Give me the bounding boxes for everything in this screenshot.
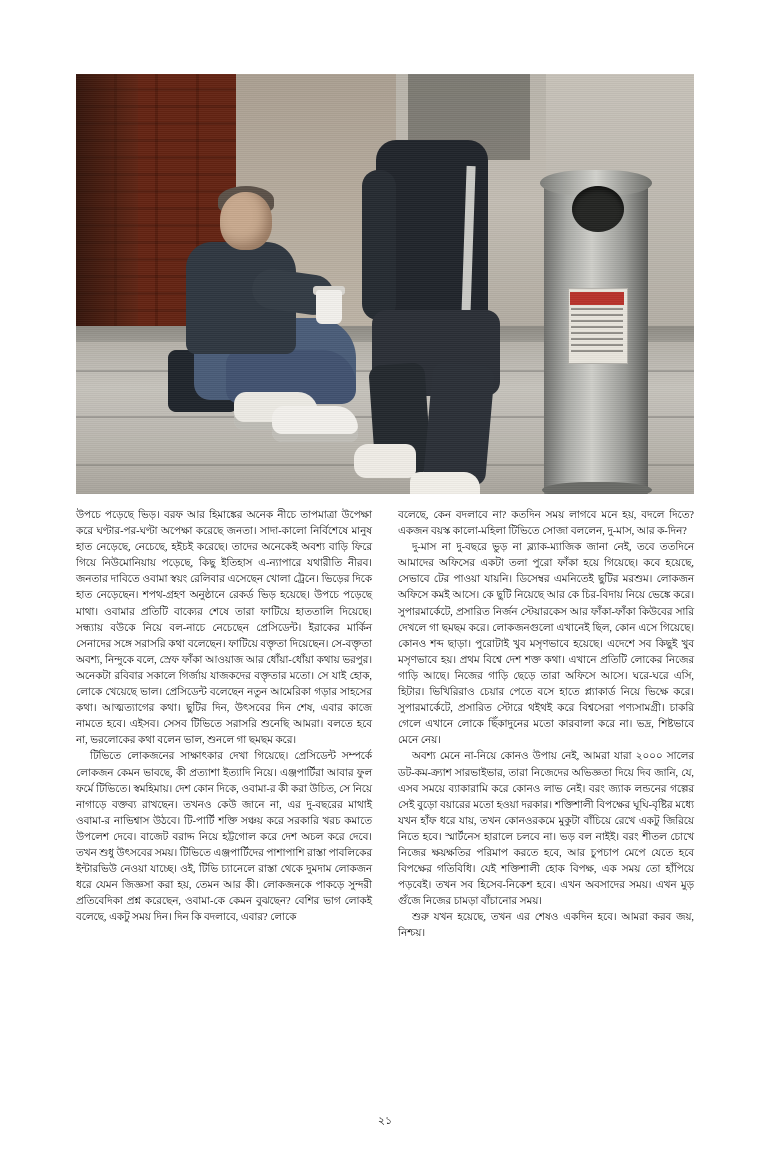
seated-man-shoe-right — [272, 406, 358, 442]
text-column-left — [76, 508, 372, 1108]
walking-man-shoe-right — [410, 472, 480, 494]
bin-poster-text-lines — [571, 308, 623, 356]
bin-poster-headline — [570, 292, 624, 305]
paragraph: অবশ্য মেনে না-নিয়ে কোনও উপায় নেই, আমরা যারা ২০০০ সালের ডট-কম-ক্র্যাশ সারভাইভার, তারা নিজেদের অভিজ্ঞতা দিয়ে দিব জানি, যে, এসব সময়ে ব্যাকারামি করে কোনও লাভ নেই। বরং জ্যাক লন্ডনের গল্পের সেই বুড়ো বয়ারের মতো হওয়া দরকার। শক্তিশালী বিপক্ষের ঘূঘি-বৃষ্টির মধ্যে যখন হাঁফ ধরে যায়, তখন কোনওরকমে মুকুটা বাঁচিয়ে রেখে একটু জিরিয়ে নিতে হবে। স্মার্টনেস হারালে চলবে না। ভড় বল নাইই। বরং শীতল চোখে নিজের ক্ষয়ক্ষতির পরিমাপ করতে হবে, আর চুপচাপ মেপে যেতে হবে বিপক্ষের গতিবিধি। যেই শক্তিশালী হোক বিপক্ষ, এক সময় তো হাঁপিয়ে পড়বেই। তখন সব হিসেব-নিকেশ হবে। এখন অবসাদের সময়। এখন মুড় গুঁজে নিজের চামড়া বাঁচানোর সময়। — [398, 751, 694, 908]
paragraph: টিভিতে লোকজনের সাক্ষাৎকার দেখা গিয়েছে। প্রেসিডেন্ট সম্পর্কে লোকজন কেমন ভাবছে, কী প্রত্যাশা ইত্যাদি নিয়ে। এঞ্জপার্টিরা আবার ফুল ফর্মে টিভিতে। স্বমহিমায়। দেশ কোন দিকে, ওবামা-র কী করা উচিত, সে নিয়ে নাগাড়ে বক্তব্য রাখছেন। তখনও কেউ জানে না, এর দু-বছরের মাথাই ওবামা-র নাভিশ্বাস উঠবে। টি-পার্টি শক্তি সঞ্চয় করে সরকারি খরচ কমাতে উপলেশ দেবে। বাজেট বরাদ্দ নিয়ে হট্টগোল করে দেশ অচল করে দেবে। তখন শুধু উৎসবের সময়। টিভিতে এঞ্জপার্টিদের পাশাপাশি রাস্তা পাবলিকের ইন্টারভিউ নেওয়া যাচ্ছে। ওই, টিভি চ্যানেলে রাস্তা থেকে দুমদাম লোকজন ধরে যেমন জিজ্ঞসা করা হয়, তেমন আর কী। লোকজনকে পাকড়ে সুন্দরী প্রতিবেদিকা প্রশ্ন করেছেন, ওবামা-কে কেমন বুঝছেন? বেশির ভাগ লোকই বলেছে, একটু সময় দিন। দিন কি বদলাবে, এবার? লোকে — [76, 751, 372, 924]
walking-man-arm — [362, 170, 396, 320]
paragraph: উপচে পড়েছে ভিড়। বরফ আর হিমাঙ্কের অনেক নীচে তাপমাত্রা উপেক্ষা করে ঘণ্টার-পর-ঘণ্টা অপেক্ষা করেছে জনতা। সাদা-কালো নির্বিশেষে মানুষ হাত নেড়েছে, নেচেছে, হইচই করেছে। তাদের অনেকেই অবশ্য বাড়ি ফিরে গিয়ে নিউমোনিয়ায় পড়েছে, কিছু ইতিহাস এ-ন্যাপারে যথারীতি নীরব। জনতার দাবিতে ওবামা স্বয়ং রেলিবার এসেছেন খোলা ট্রেনে। ভিড়ের দিকে হাত নেড়েছেন। শপথ-গ্রহণ অনুষ্ঠানে রেকর্ড ভিড় হয়েছে। উপচে পড়েছে মাথা। ওবামার প্রতিটি বাক্যের শেষে তারা ফাটিয়ে হাততালি দিয়েছে। সন্ধ্যায় বউকে নিয়ে বল-নাচে নেচেছেন প্রেসিডেন্ট। ইরাকের মার্কিন সেনাদের সঙ্গে সরাসরি কথা বলেছেন। ফাটিয়ে বক্তৃতা দিয়েছেন। সে-বক্তৃতা অবশ্য, নিন্দুকে বলে, স্রেফ ফাঁকা আওয়াজ আর ধোঁয়া-ধোঁয়া কথায় ভরপুর। অনেকটা রবিবার সকালে গির্জায় যাজকদের বক্তৃতার মতো। সে যাই হোক, লোকে খেয়েছে ভাল। প্রেসিডেন্ট বলেছেন নতুন আমেরিকা গড়ার সাহসের কথা। আত্মত্যাগের কথা। ছুটির দিন, উৎসবের দিন শেষ, এবার কাজে নামতে হবে। এইসব। সেসব টিভিতে সরাসরি শুনেছি আমরা। বলতে হবে না, ভরলোকের কথা বলেন ভাল, শুনলে গা ছমছম করে। — [76, 510, 372, 747]
page-number: ২১ — [377, 1115, 393, 1127]
text-column-right — [398, 508, 694, 1108]
paragraph: বলেছে, কেন বদলাবে না? কতদিন সময় লাগবে মনে হয়, বদলে দিতে? একজন বয়স্ক কালো-মহিলা টিভিতে সোজা বললেন, দু-মাস, আর ক-দিন? — [398, 510, 694, 538]
coffee-cup — [316, 290, 342, 324]
walking-man-leg-right — [423, 362, 495, 487]
trash-bin-base — [542, 482, 652, 494]
trash-bin-opening — [572, 186, 624, 232]
photo-canvas — [76, 74, 694, 494]
article-body — [76, 508, 694, 1108]
walking-man-shoe-left — [354, 444, 416, 478]
article-photo — [76, 74, 694, 494]
paragraph: দু-মাস না দু-বছরে ভুড় না ব্ল্যাক-ম্যাজিক জানা নেই, তবে ততদিনে আমাদের অফিসের একটা তলা পুরো ফাঁকা হয়ে গিয়েছে। কবে হয়েছে, সেভাবে টের পাওয়া যায়নি। ডিসেম্বর এমনিতেই ছুটির মরশুম। লোকজন অফিসে কমই আসে। কে ছুটি নিয়েছে আর কে চির-বিদায় নিয়ে ভেঙ্কে করে। সুপারমার্কেটে, প্রসারিত নির্জন স্টেয়ারকেস আর ফাঁকা-ফাঁকা কিউবের সারি দেখলে গা ছমছম করে। লোকজনগুলো এখানেই ছিল, কোন এসে গিয়েছে। কোনও শব্দ ছাড়া। পুরোটাই খুব মসৃণভাবে হয়েছে। এদেশে সব কিছুই খুব মসৃণভাবে হয়। প্রথম বিশ্বে দেশ শক্ত কথা। এখানে প্রতিটি লোকের নিজের গাড়ি আছে। নিজের গাড়ি ছেড়ে তারা অফিসে আসে। ঘরে-ঘরে এসি, হিটার। ভিখিরিরাও চেয়ার পেতে বসে হাতে প্ল্যাকার্ড নিয়ে ভিক্ষে করে। সুপারমার্কেটে, প্রসারিত স্টোরে থইথই করে বিশ্বসেরা পণ্যসামগ্রী। চাকরি গেলে এখানে লোকে ছিঁকাদুনের মতো কারবালা করে না। ভদ্র, শিষ্টভাবে মেনে নেয়। — [398, 542, 694, 747]
seated-man-head — [220, 192, 272, 250]
paragraph: শুরু যখন হয়েছে, তখন এর শেষও একদিন হবে। আমরা করব জয়, নিশ্চয়। — [398, 912, 694, 940]
